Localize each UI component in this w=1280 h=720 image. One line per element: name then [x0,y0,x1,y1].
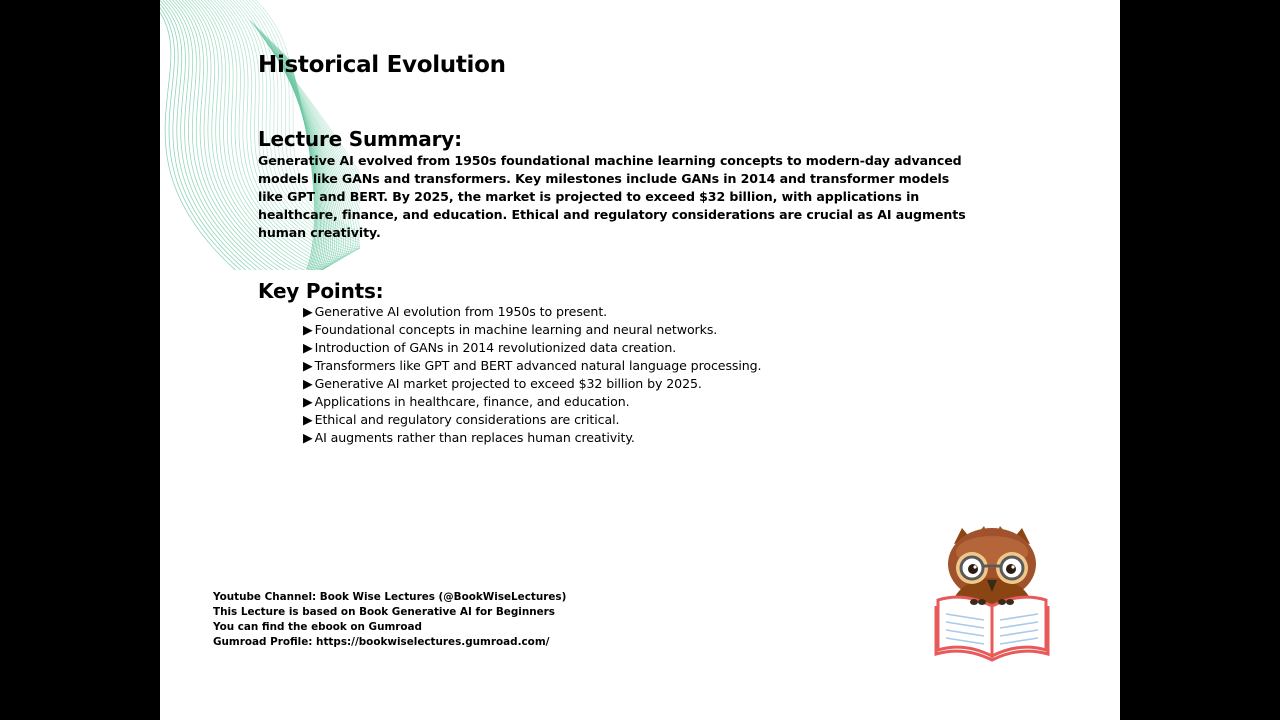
key-points-heading: Key Points: [258,279,384,303]
bullet-arrow-icon: ▶ [303,322,313,337]
key-point-text: Transformers like GPT and BERT advanced natural language processing. [314,358,762,373]
list-item [303,429,761,447]
lecture-summary-heading: Lecture Summary: [258,127,462,151]
footer-youtube-line: Youtube Channel: Book Wise Lectures (@BookWiseLectures) [213,591,567,603]
list-item [303,321,761,339]
key-point-text: Applications in healthcare, finance, and education. [314,394,630,409]
owl-reading-book-icon [932,522,1052,662]
bullet-arrow-icon: ▶ [303,358,313,373]
list-item [303,375,761,393]
list-item [303,303,761,321]
bullet-arrow-icon: ▶ [303,412,313,427]
slide [160,0,1120,720]
list-item [303,393,761,411]
footer-credits [213,590,566,650]
key-point-text: Generative AI market projected to exceed $32 billion by 2025. [314,376,702,391]
key-points-list [303,303,761,447]
list-item [303,339,761,357]
key-point-text: Foundational concepts in machine learning and neural networks. [314,322,718,337]
key-point-text: Generative AI evolution from 1950s to present. [314,304,608,319]
bullet-arrow-icon: ▶ [303,376,313,391]
bullet-arrow-icon: ▶ [303,304,313,319]
lecture-summary-text: Generative AI evolved from 1950s foundational machine learning concepts to modern-day advanced models like GANs and transformers. Key milestones include GANs in 2014 and transformer models like GPT and BERT. By 2025, the market is projected to exceed $32 billion, with applications in healthcare, finance, and education. Ethical and regulatory considerations are crucial as AI augments human creativity. [258,153,966,240]
bullet-arrow-icon: ▶ [303,340,313,355]
list-item [303,411,761,429]
footer-gumroad-line: You can find the ebook on Gumroad [213,621,422,633]
key-point-text: AI augments rather than replaces human creativity. [314,430,635,445]
key-point-text: Ethical and regulatory considerations are critical. [314,412,620,427]
footer-profile-line: Gumroad Profile: https://bookwiselectures.gumroad.com/ [213,636,550,648]
bullet-arrow-icon: ▶ [303,430,313,445]
footer-book-line: This Lecture is based on Book Generative AI for Beginners [213,606,555,618]
list-item [303,357,761,375]
slide-title: Historical Evolution [258,52,506,78]
bullet-arrow-icon: ▶ [303,394,313,409]
key-point-text: Introduction of GANs in 2014 revolutionized data creation. [314,340,677,355]
